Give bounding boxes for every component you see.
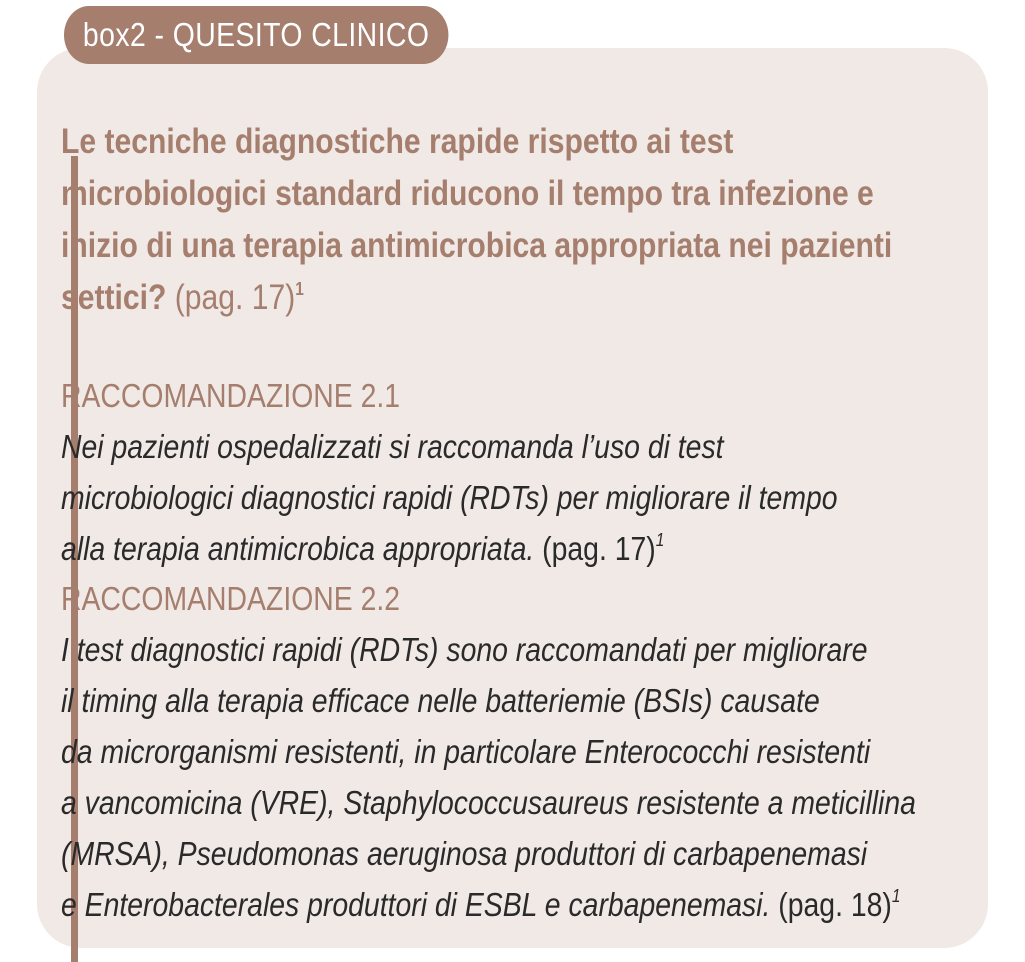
recommendation-2-1-text xyxy=(61,421,960,574)
footnote-marker: 1 xyxy=(655,530,665,550)
recommendation-line: I test diagnostici rapidi (RDTs) sono raccomandati per migliorare xyxy=(61,631,868,668)
page-reference: (pag. 17) xyxy=(542,530,656,567)
footnote-marker: 1 xyxy=(891,886,901,906)
box-tab-label: box2 - QUESITO CLINICO xyxy=(64,6,448,64)
recommendation-line: Nei pazienti ospedalizzati si raccomanda l’uso di test xyxy=(61,428,724,465)
recommendation-line: microbiologici diagnostici rapidi (RDTs) per migliorare il tempo xyxy=(61,479,838,516)
recommendation-line: a vancomicina (VRE), Staphylococcusaureus resistente a meticillina xyxy=(61,784,916,821)
question-line: Le tecniche diagnostiche rapide rispetto ai test xyxy=(61,122,734,161)
recommendation-line: da microrganismi resistenti, in particolare Enterococchi resistenti xyxy=(61,733,871,770)
panel-content xyxy=(61,116,960,930)
recommendation-2-2-title: RACCOMANDAZIONE 2.2 xyxy=(61,580,401,617)
recommendation-line: il timing alla terapia efficace nelle batteriemie (BSIs) causate xyxy=(61,682,820,719)
recommendation-2-1-title: RACCOMANDAZIONE 2.1 xyxy=(61,377,401,414)
page-reference: (pag. 17) xyxy=(174,278,296,317)
clinical-question xyxy=(61,116,960,324)
question-line: microbiologici standard riducono il tempo tra infezione e xyxy=(61,174,874,213)
question-line: settici? xyxy=(61,278,167,317)
footnote-marker: 1 xyxy=(295,279,304,299)
recommendation-line: (MRSA), Pseudomonas aeruginosa produttori di carbapenemasi xyxy=(61,835,868,872)
recommendation-2-2-text xyxy=(61,624,960,930)
recommendation-line: alla terapia antimicrobica appropriata. xyxy=(61,530,535,567)
page-reference: (pag. 18) xyxy=(778,886,892,923)
recommendation-line: e Enterobacterales produttori di ESBL e carbapenemasi. xyxy=(61,886,771,923)
question-line: inizio di una terapia antimicrobica appropriata nei pazienti xyxy=(61,226,893,265)
